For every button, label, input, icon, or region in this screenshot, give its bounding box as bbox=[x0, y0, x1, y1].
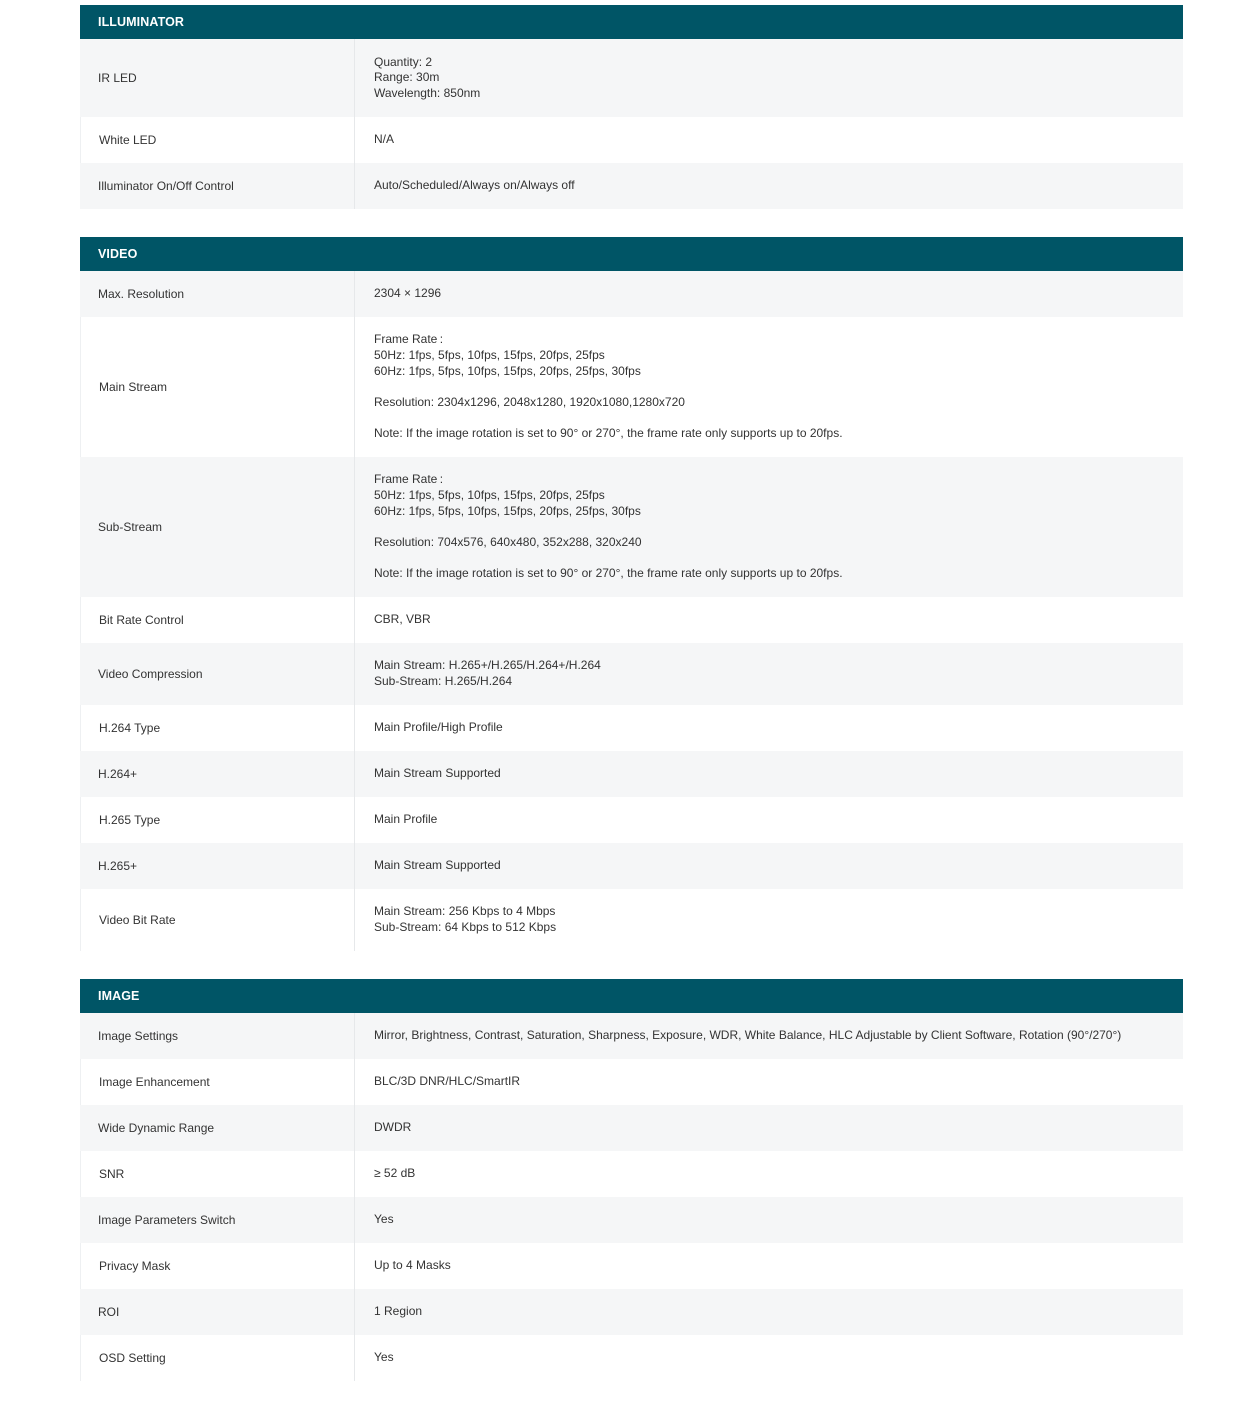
spec-row bbox=[80, 457, 1183, 597]
spec-value-line: Main Profile bbox=[374, 812, 438, 827]
spec-value-line: Auto/Scheduled/Always on/Always off bbox=[374, 178, 575, 193]
spec-value-line: Yes bbox=[374, 1212, 394, 1227]
spec-row bbox=[80, 1013, 1183, 1059]
spec-value-line: Main Stream: 256 Kbps to 4 Mbps bbox=[374, 904, 556, 919]
spec-value-line: DWDR bbox=[374, 1120, 412, 1135]
spec-row bbox=[80, 705, 1183, 751]
spec-row bbox=[80, 1151, 1183, 1197]
spec-value-line: Range: 30m bbox=[374, 70, 440, 85]
spec-value bbox=[355, 332, 1183, 441]
spec-value bbox=[355, 720, 1183, 736]
spec-value-line: 2304 × 1296 bbox=[374, 286, 442, 301]
spec-value bbox=[355, 132, 1183, 148]
spec-value bbox=[355, 1120, 1183, 1136]
spec-value-line: Sub-Stream: 64 Kbps to 512 Kbps bbox=[374, 920, 557, 934]
section-illuminator bbox=[80, 5, 1183, 209]
spec-label: Video Bit Rate bbox=[80, 889, 355, 951]
line-gap bbox=[374, 519, 1183, 535]
spec-value bbox=[355, 612, 1183, 628]
spec-label: Main Stream bbox=[80, 317, 355, 457]
spec-row bbox=[80, 1197, 1183, 1243]
spec-value bbox=[355, 55, 1183, 102]
spec-label: Wide Dynamic Range bbox=[80, 1105, 355, 1151]
spec-value-line: ≥ 52 dB bbox=[374, 1166, 416, 1181]
section-video bbox=[80, 237, 1183, 951]
spec-label: Image Settings bbox=[80, 1013, 355, 1059]
spec-value bbox=[355, 1212, 1183, 1228]
spec-label: Image Parameters Switch bbox=[80, 1197, 355, 1243]
spec-row bbox=[80, 597, 1183, 643]
spec-value-line: Mirror, Brightness, Contrast, Saturation, Sharpness, Exposure, WDR, White Balance, HLC Adjustable by Client Software, Rotation (90°/270°) bbox=[374, 1028, 1122, 1043]
spec-row bbox=[80, 39, 1183, 117]
spec-value-line: Resolution: 704x576, 640x480, 352x288, 320x240 bbox=[374, 534, 642, 549]
spec-value-line: 60Hz: 1fps, 5fps, 10fps, 15fps, 20fps, 25fps, 30fps bbox=[374, 363, 641, 378]
spec-value bbox=[355, 472, 1183, 581]
spec-label: SNR bbox=[80, 1151, 355, 1197]
spec-row bbox=[80, 889, 1183, 951]
spec-value-line: 60Hz: 1fps, 5fps, 10fps, 15fps, 20fps, 25fps, 30fps bbox=[374, 503, 641, 518]
spec-row bbox=[80, 317, 1183, 457]
spec-value bbox=[355, 1166, 1183, 1182]
spec-value bbox=[355, 1028, 1183, 1044]
spec-value-line: Main Stream Supported bbox=[374, 858, 501, 873]
spec-value-line: 50Hz: 1fps, 5fps, 10fps, 15fps, 20fps, 25fps bbox=[374, 348, 605, 363]
spec-value-line: Resolution: 2304x1296, 2048x1280, 1920x1080,1280x720 bbox=[374, 394, 685, 409]
spec-label: Privacy Mask bbox=[80, 1243, 355, 1289]
spec-value-line: Note: If the image rotation is set to 90° or 270°, the frame rate only supports up to 20fps. bbox=[374, 565, 843, 580]
spec-row bbox=[80, 643, 1183, 705]
spec-label: H.264 Type bbox=[80, 705, 355, 751]
spec-value-line: CBR, VBR bbox=[374, 612, 431, 627]
spec-row bbox=[80, 751, 1183, 797]
spec-value-line: Quantity: 2 bbox=[374, 54, 433, 69]
spec-label: Max. Resolution bbox=[80, 271, 355, 317]
spec-row bbox=[80, 843, 1183, 889]
spec-value-line: Wavelength: 850nm bbox=[374, 85, 481, 100]
spec-label: ROI bbox=[80, 1289, 355, 1335]
spec-value-line: Note: If the image rotation is set to 90° or 270°, the frame rate only supports up to 20fps. bbox=[374, 425, 843, 440]
spec-value bbox=[355, 904, 1183, 935]
spec-value-line: 1 Region bbox=[374, 1304, 423, 1319]
spec-value-line: Frame Rate : bbox=[374, 472, 444, 487]
spec-value bbox=[355, 1350, 1183, 1366]
spec-label: Bit Rate Control bbox=[80, 597, 355, 643]
line-gap bbox=[374, 379, 1183, 395]
spec-value bbox=[355, 812, 1183, 828]
spec-label: Sub-Stream bbox=[80, 457, 355, 597]
spec-value bbox=[355, 766, 1183, 782]
spec-label: Video Compression bbox=[80, 643, 355, 705]
spec-row bbox=[80, 1059, 1183, 1105]
spec-value bbox=[355, 858, 1183, 874]
spec-value bbox=[355, 1304, 1183, 1320]
spec-value-line: Sub-Stream: H.265/H.264 bbox=[374, 674, 513, 688]
spec-value bbox=[355, 178, 1183, 194]
spec-label: H.265 Type bbox=[80, 797, 355, 843]
spec-value bbox=[355, 1258, 1183, 1274]
spec-row bbox=[80, 797, 1183, 843]
spec-label: OSD Setting bbox=[80, 1335, 355, 1381]
section-image bbox=[80, 979, 1183, 1381]
spec-value-line: 50Hz: 1fps, 5fps, 10fps, 15fps, 20fps, 25fps bbox=[374, 488, 605, 503]
spec-value-line: Yes bbox=[374, 1350, 394, 1365]
spec-label: IR LED bbox=[80, 39, 355, 117]
spec-value bbox=[355, 1074, 1183, 1090]
section-title: VIDEO bbox=[80, 237, 1183, 271]
spec-row bbox=[80, 1105, 1183, 1151]
spec-row bbox=[80, 163, 1183, 209]
line-gap bbox=[374, 550, 1183, 566]
spec-value bbox=[355, 658, 1183, 689]
spec-value bbox=[355, 286, 1183, 302]
section-title: IMAGE bbox=[80, 979, 1183, 1013]
spec-row bbox=[80, 117, 1183, 163]
spec-value-line: Main Stream: H.265+/H.265/H.264+/H.264 bbox=[374, 658, 601, 673]
spec-row bbox=[80, 1243, 1183, 1289]
line-gap bbox=[374, 410, 1183, 426]
spec-label: Image Enhancement bbox=[80, 1059, 355, 1105]
spec-label: White LED bbox=[80, 117, 355, 163]
spec-label: H.264+ bbox=[80, 751, 355, 797]
spec-label: Illuminator On/Off Control bbox=[80, 163, 355, 209]
spec-row bbox=[80, 1289, 1183, 1335]
spec-row bbox=[80, 1335, 1183, 1381]
spec-label: H.265+ bbox=[80, 843, 355, 889]
spec-value-line: Main Profile/High Profile bbox=[374, 720, 503, 735]
spec-value-line: Frame Rate : bbox=[374, 332, 444, 347]
spec-table-container bbox=[80, 5, 1183, 1409]
spec-row bbox=[80, 271, 1183, 317]
section-title: ILLUMINATOR bbox=[80, 5, 1183, 39]
spec-value-line: BLC/3D DNR/HLC/SmartIR bbox=[374, 1074, 521, 1089]
spec-value-line: N/A bbox=[374, 132, 395, 147]
spec-value-line: Main Stream Supported bbox=[374, 766, 501, 781]
spec-value-line: Up to 4 Masks bbox=[374, 1258, 451, 1273]
